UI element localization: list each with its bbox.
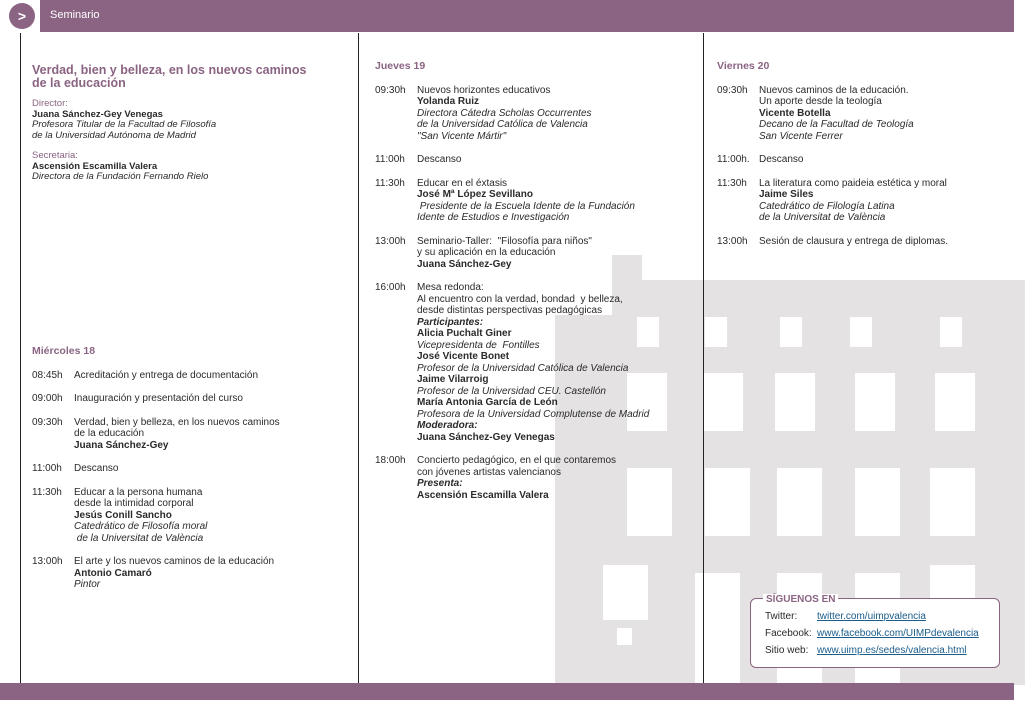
twitter-link[interactable]: twitter.com/uimpvalencia <box>817 611 926 622</box>
friday-schedule <box>717 61 1007 259</box>
website-link[interactable]: www.uimp.es/sedes/valencia.html <box>817 645 967 656</box>
column-divider-1 <box>20 33 21 684</box>
schedule-item: 09:30h Nuevos caminos de la educación. Un aporte desde la teología Vicente Botella Decano de la Facultad de Teología San Vicente Ferrer <box>717 84 914 142</box>
twitter-row: Twitter: <box>765 611 798 622</box>
column-divider-2 <box>358 33 359 684</box>
presenter-label: Presenta: <box>417 478 463 489</box>
facebook-link[interactable]: www.facebook.com/UIMPdevalencia <box>817 628 979 639</box>
intro-section: Verdad, bien y belleza, en los nuevos caminos de la educación Director: Juana Sánchez-Gey Venegas Profesora Titular de la Facultad de Filosofía de la Universidad Autónoma de Madrid Secretaria: Ascensión Escamilla Valera Directora de la Fundación Fernando Rielo <box>32 64 352 183</box>
footer-bar <box>0 683 1014 700</box>
arrow-icon[interactable]: > <box>9 3 35 29</box>
website-row: Sitio web: <box>765 645 809 656</box>
header-bar <box>0 0 1014 32</box>
schedule-item: 09:30h Nuevos horizontes educativos Yolanda Ruiz Directora Cátedra Scholas Occurrentes de la Universidad Católica de Valencia "San Vicente Mártir" <box>375 84 592 142</box>
secretary-label: Secretaria: <box>32 150 78 161</box>
friday-heading: Viernes 20 <box>717 60 770 72</box>
column-divider-3 <box>703 33 704 684</box>
seminar-title: Verdad, bien y belleza, en los nuevos caminos de la educación <box>32 63 307 90</box>
schedule-item: 11:00h. Descanso <box>717 154 804 165</box>
facebook-row: Facebook: <box>765 628 812 639</box>
schedule-item: 09:00h Inauguración y presentación del curso <box>32 393 243 404</box>
secretary-name: Ascensión Escamilla Valera <box>32 160 158 172</box>
schedule-item: 11:00h Descanso <box>32 463 119 474</box>
participants-label: Participantes: <box>417 316 484 328</box>
thursday-heading: Jueves 19 <box>375 60 426 72</box>
schedule-item: 08:45h Acreditación y entrega de documentación <box>32 369 259 381</box>
moderator-label: Moderadora: <box>417 420 478 431</box>
wednesday-heading: Miércoles 18 <box>32 345 96 357</box>
schedule-item: 11:30h Educar en el éxtasis José Mª López Sevillano Presidente de la Escuela Idente de la Fundación Idente de Estudios e Investigación <box>375 177 635 223</box>
schedule-item: 13:00h Seminario-Taller: "Filosofía para niños" y su aplicación en la educación Juana Sánchez-Gey <box>375 235 592 270</box>
wednesday-schedule <box>32 346 352 603</box>
thursday-schedule <box>375 61 700 513</box>
schedule-item: 13:00h Sesión de clausura y entrega de diplomas. <box>717 235 949 247</box>
schedule-item: 13:00h El arte y los nuevos caminos de la educación Antonio Camaró Pintor <box>32 556 275 590</box>
header-title: Seminario <box>50 9 100 21</box>
director-name: Juana Sánchez-Gey Venegas <box>32 108 163 120</box>
schedule-item: 11:30h Educar a la persona humana desde la intimidad corporal Jesús Conill Sancho Catedrático de Filosofía moral de la Universitat de València <box>32 486 208 544</box>
director-label: Director: <box>32 98 68 109</box>
schedule-item: 09:30h Verdad, bien y belleza, en los nuevos caminos de la educación Juana Sánchez-Gey <box>32 416 280 451</box>
schedule-item: 18:00h Concierto pedagógico, en el que contaremos con jóvenes artistas valencianos Presenta: Ascensión Escamilla Valera <box>375 455 700 501</box>
social-links-box <box>750 594 1000 668</box>
schedule-item: 16:00h Mesa redonda: Al encuentro con la verdad, bondad y belleza, desde distintas perspectivas pedagógicas Participantes: Alicia Puchalt Giner Vicepresidenta de Fontilles José Vicente Bonet Profesor de la Universidad Católica de Valencia Jaime Vilarroig Profesor de la Universidad CEU. Castellón María Antonia García de León Profesora de la Universidad Complutense de Madrid Moderadora: Juana Sánchez-Gey Venegas <box>375 282 700 443</box>
schedule-item: 11:00h Descanso <box>375 154 462 165</box>
schedule-item: 11:30h La literatura como paideia estética y moral Jaime Siles Catedrático de Filología Latina de la Universitat de València <box>717 177 947 223</box>
social-heading: SÍGUENOS EN <box>763 594 838 605</box>
